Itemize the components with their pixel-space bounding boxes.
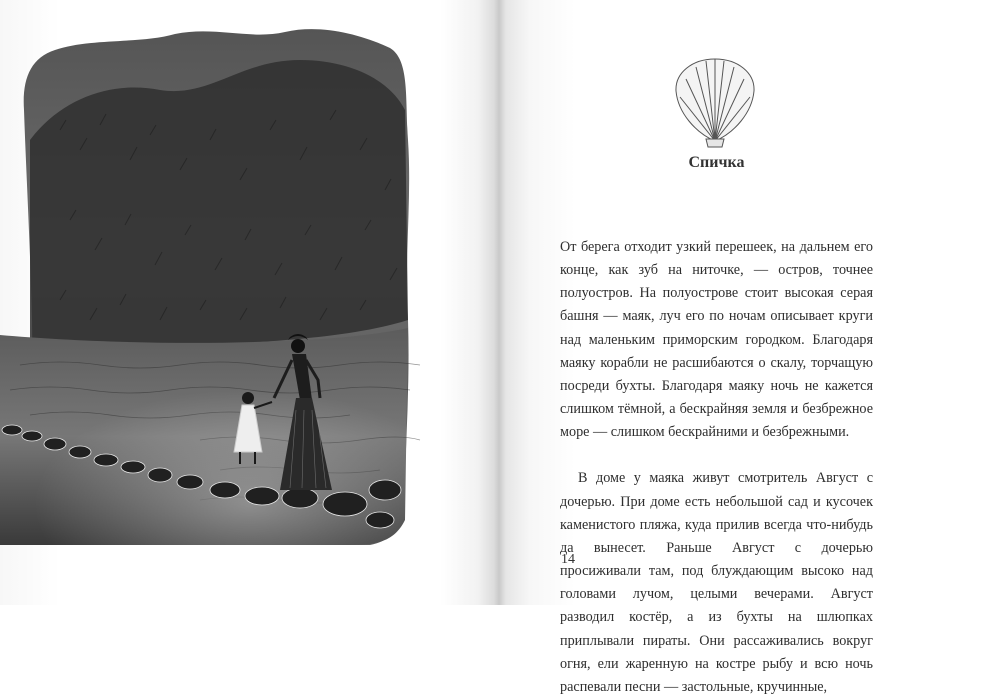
paragraph: В доме у маяка живут смотритель Август с дочерью. При доме есть небольшой сад и кусочек каменистого пляжа, куда прилив всегда что-нибудь да вынесет. Раньше Август с дочерью просиживали там, под блуждающим высоко над головами лучом, целыми вечерами. Август разводил костёр, а из бухты на шлюпках приплывали пираты. Они рассаживались вокруг огня, ели жаренную на костре рыбу и всю ночь распевали песни — застольные, кручинные, (560, 470, 873, 695)
page-number: 14 (561, 552, 575, 567)
paragraph: От берега отходит узкий перешеек, на дальнем его конце, как зуб на ниточке, — остров, точнее полуостров. На полуострове стоит высокая серая башня — маяк, луч его по ночам описывает круги над маленьким приморским городком. Благодаря маяку корабли не расшибаются о скалу, торчащую посреди бухты. Благодаря маяку ночь не кажется слишком тёмной, а бескрайняя земля и безбрежное море — слишком бескрайними и безбрежными. (560, 239, 873, 441)
body-text (560, 236, 873, 699)
scallop-shell-icon (672, 53, 758, 149)
ink-illustration (0, 20, 430, 560)
chapter-title: Спичка (688, 154, 745, 171)
